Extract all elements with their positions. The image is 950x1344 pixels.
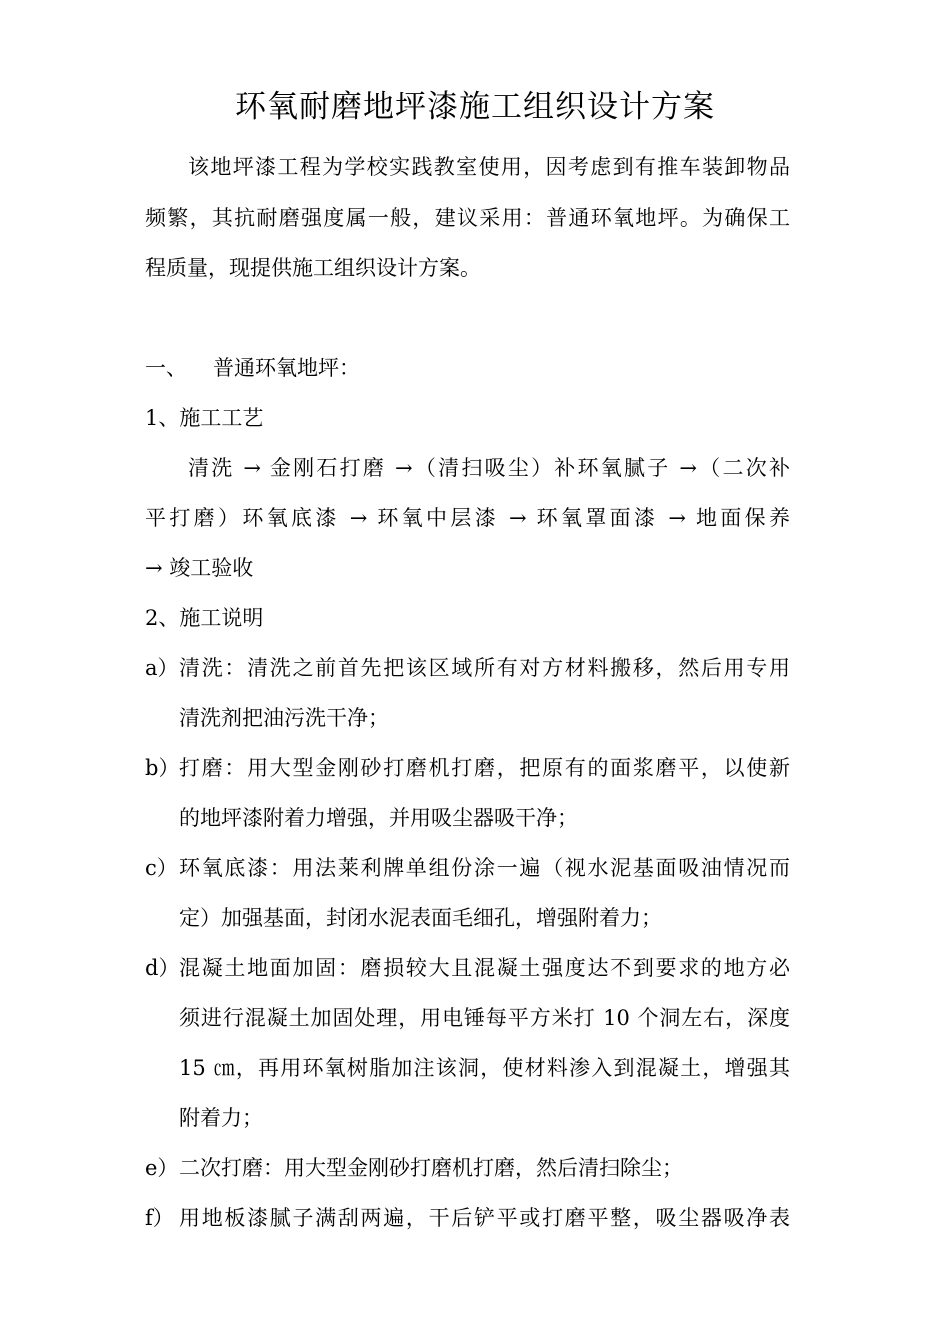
item-d-line-3: 15 ㎝，再用环氧树脂加注该洞，使材料渗入到混凝土，增强其 bbox=[179, 1056, 790, 1080]
item-label-a: a） bbox=[145, 656, 179, 680]
subsection-heading-notes: 2、施工说明 bbox=[145, 606, 264, 630]
item-a-line-1: 清洗：清洗之前首先把该区域所有对方材料搬移，然后用专用 bbox=[179, 656, 790, 680]
process-flow-line-1: 清洗 → 金刚石打磨 →（清扫吸尘）补环氧腻子 →（二次补 bbox=[188, 456, 790, 480]
item-d-line-4: 附着力； bbox=[179, 1106, 263, 1130]
item-label-f: f） bbox=[145, 1206, 174, 1230]
item-f-line-1: 用地板漆腻子满刮两遍，干后铲平或打磨平整，吸尘器吸净表 bbox=[179, 1206, 790, 1230]
item-b-line-1: 打磨：用大型金刚砂打磨机打磨，把原有的面浆磨平，以使新 bbox=[179, 756, 790, 780]
item-d-line-1: 混凝土地面加固：磨损较大且混凝土强度达不到要求的地方必 bbox=[179, 956, 790, 980]
section-heading: 普通环氧地坪： bbox=[213, 356, 360, 380]
intro-line-3: 程质量，现提供施工组织设计方案。 bbox=[145, 256, 481, 280]
item-label-d: d） bbox=[145, 956, 180, 980]
section-number: 一、 bbox=[145, 356, 187, 380]
subsection-heading-process: 1、施工工艺 bbox=[145, 406, 264, 430]
item-b-line-2: 的地坪漆附着力增强，并用吸尘器吸干净； bbox=[179, 806, 578, 830]
item-label-e: e） bbox=[145, 1156, 179, 1180]
process-flow-line-2: 平打磨）环氧底漆 → 环氧中层漆 → 环氧罩面漆 → 地面保养 bbox=[145, 506, 790, 530]
document-title: 环氧耐磨地坪漆施工组织设计方案 bbox=[235, 89, 715, 125]
item-a-line-2: 清洗剂把油污洗干净； bbox=[179, 706, 389, 730]
intro-line-1: 该地坪漆工程为学校实践教室使用，因考虑到有推车装卸物品 bbox=[188, 155, 790, 179]
item-label-c: c） bbox=[145, 856, 178, 880]
intro-line-2: 频繁，其抗耐磨强度属一般，建议采用：普通环氧地坪。为确保工 bbox=[145, 206, 790, 230]
process-flow-line-3: → 竣工验收 bbox=[145, 556, 254, 580]
item-c-line-2: 定）加强基面，封闭水泥表面毛细孔，增强附着力； bbox=[179, 906, 662, 930]
item-label-b: b） bbox=[145, 756, 180, 780]
item-e-line-1: 二次打磨：用大型金刚砂打磨机打磨，然后清扫除尘； bbox=[179, 1156, 683, 1180]
item-d-line-2: 须进行混凝土加固处理，用电锤每平方米打 10 个洞左右，深度 bbox=[179, 1006, 790, 1030]
item-c-line-1: 环氧底漆：用法莱利牌单组份涂一遍（视水泥基面吸油情况而 bbox=[179, 856, 790, 880]
